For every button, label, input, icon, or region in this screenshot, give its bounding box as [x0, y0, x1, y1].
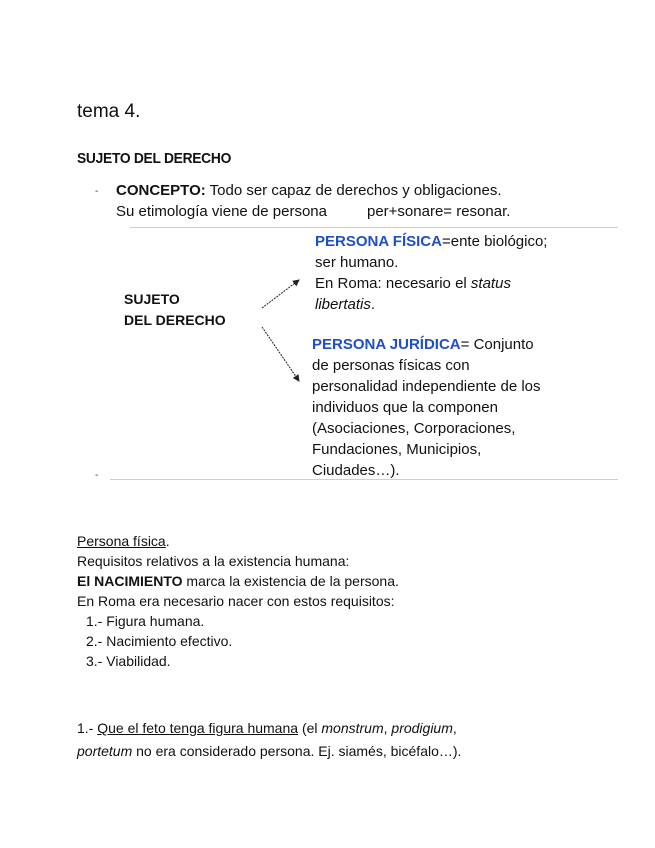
persona-juridica-line6: Fundaciones, Municipios, — [312, 441, 482, 458]
persona-juridica-box — [312, 334, 541, 481]
prodigium-term: prodigium — [391, 720, 453, 736]
nacimiento-bold: El NACIMIENTO — [77, 573, 183, 589]
requisitos-intro: Requisitos relativos a la existencia humana: — [77, 553, 350, 569]
persona-fisica-box — [315, 231, 547, 315]
note-comma: , — [383, 720, 388, 736]
bullet-marker: - — [95, 186, 99, 197]
note-prefix: 1.- — [77, 720, 94, 736]
persona-fisica-line3: En Roma: necesario el — [315, 275, 467, 292]
portetum-term: portetum — [77, 743, 133, 759]
persona-fisica-section — [77, 531, 399, 671]
bullet-marker: - — [95, 470, 99, 481]
persona-fisica-heading: PERSONA FÍSICA — [315, 233, 442, 250]
note-comma: , — [452, 720, 457, 736]
diagram-center-line2: DEL DERECHO — [124, 312, 226, 328]
persona-juridica-line4: individuos que la componen — [312, 399, 498, 416]
page-title: tema 4. — [77, 101, 141, 122]
note-rest: no era considerado persona. Ej. siamés, bicéfalo…). — [136, 743, 462, 759]
section-heading: SUJETO DEL DERECHO — [77, 150, 232, 167]
persona-juridica-line2: de personas físicas con — [312, 357, 470, 374]
requisito-item: 3.- Viabilidad. — [86, 653, 171, 669]
arrow-to-fisica — [262, 280, 299, 308]
subheading-period: . — [165, 533, 170, 549]
libertatis-term: libertatis — [315, 296, 371, 313]
requisito-item: 2.- Nacimiento efectivo. — [86, 633, 233, 649]
persona-fisica-line1: =ente biológico; — [441, 233, 548, 250]
persona-fisica-line2: ser humano. — [315, 254, 399, 271]
concept-label: CONCEPTO: — [116, 182, 206, 199]
arrow-to-juridica — [262, 327, 299, 381]
status-term: status — [470, 275, 511, 292]
figura-humana-note — [77, 717, 461, 763]
note-underlined: Que el feto tenga figura humana — [97, 720, 299, 736]
persona-juridica-line1: = Conjunto — [460, 336, 534, 353]
persona-juridica-line7: Ciudades…). — [312, 462, 400, 479]
nacimiento-text: marca la existencia de la persona. — [186, 573, 399, 589]
etymology-suffix: per+sonare= resonar. — [366, 203, 511, 220]
note-open: (el — [301, 720, 318, 736]
persona-juridica-heading: PERSONA JURÍDICA — [312, 336, 461, 353]
concept-text: Todo ser capaz de derechos y obligaciones. — [209, 182, 502, 199]
persona-juridica-line5: (Asociaciones, Corporaciones, — [312, 420, 516, 437]
roma-line: En Roma era necesario nacer con estos requisitos: — [77, 593, 395, 609]
libertatis-period: . — [370, 296, 376, 313]
persona-juridica-line3: personalidad independiente de los — [312, 378, 541, 395]
monstrum-term: monstrum — [321, 720, 384, 736]
diagram-center-line1: SUJETO — [124, 291, 180, 307]
requisito-item: 1.- Figura humana. — [86, 613, 205, 629]
etymology-prefix: Su etimología viene de persona — [116, 203, 327, 220]
persona-fisica-subheading: Persona física — [77, 533, 166, 549]
